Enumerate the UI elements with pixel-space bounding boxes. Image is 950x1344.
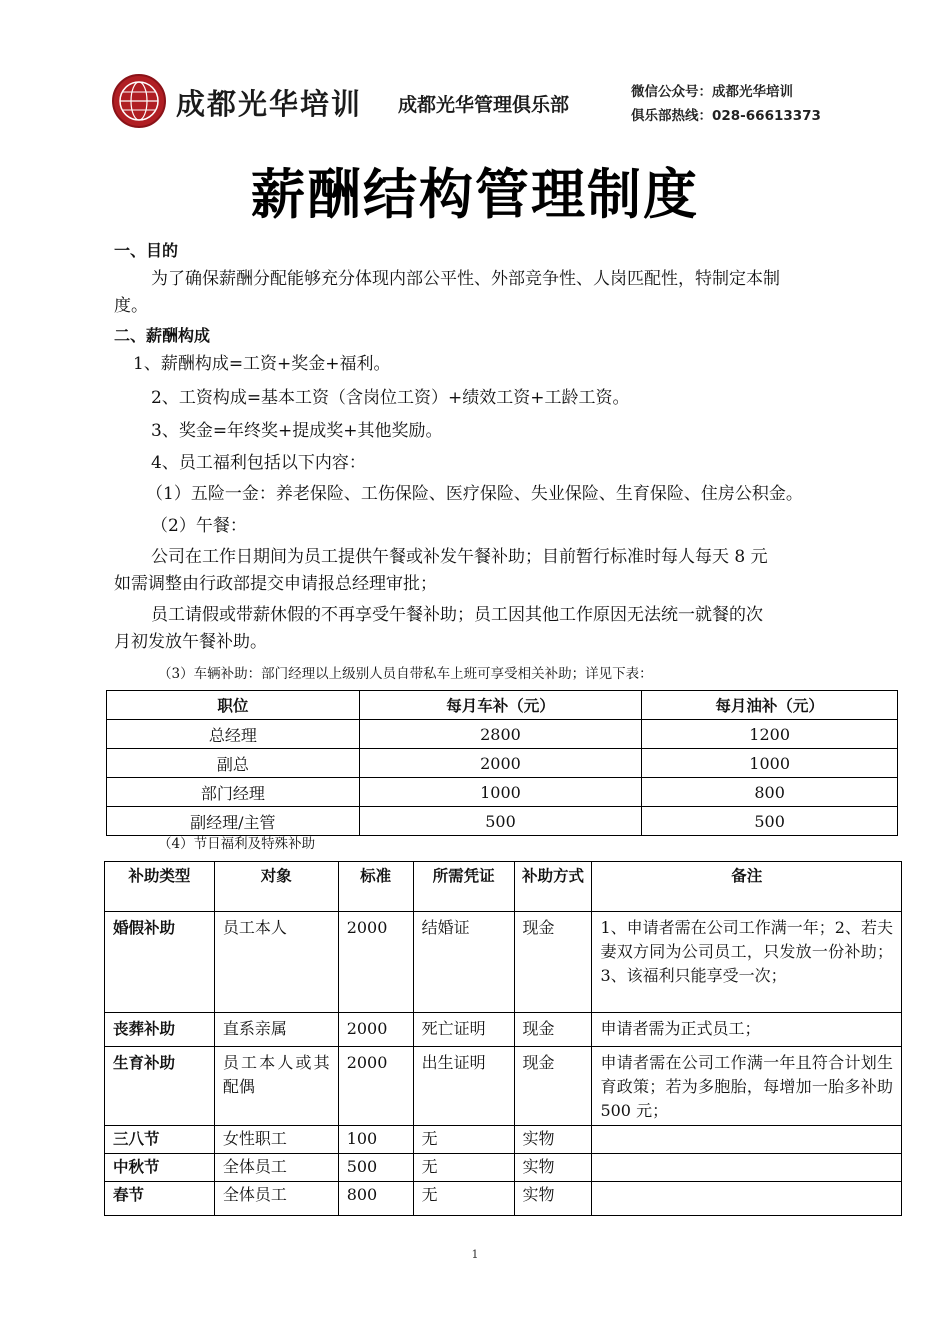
cell-car: 1000 xyxy=(359,778,642,807)
item-4: 4、员工福利包括以下内容： xyxy=(151,453,366,473)
table-row xyxy=(105,912,902,1013)
cell-car: 2000 xyxy=(359,749,642,778)
cell-certificate: 无 xyxy=(413,1126,514,1154)
lunch-text-1a: 公司在工作日期间为员工提供午餐或补发午餐补助；目前暂行标准时每人每天 8 元 xyxy=(151,547,768,567)
header-position: 职位 xyxy=(107,691,360,720)
cell-remarks xyxy=(592,1126,902,1154)
header-certificate: 所需凭证 xyxy=(413,862,514,912)
header-car-subsidy: 每月车补（元） xyxy=(359,691,642,720)
cell-remarks: 1、申请者需在公司工作满一年；2、若夫妻双方同为公司员工，只发放一份补助；3、该福利只能享受一次； xyxy=(592,912,902,1013)
club-hotline: 俱乐部热线：028-66613373 xyxy=(631,108,821,124)
cell-type: 生育补助 xyxy=(105,1047,215,1126)
cell-standard: 500 xyxy=(338,1154,413,1182)
cell-remarks: 申请者需在公司工作满一年且符合计划生育政策；若为多胞胎，每增加一胎多补助 500 元； xyxy=(592,1047,902,1126)
table-row xyxy=(107,720,898,749)
item-2: 2、工资构成=基本工资（含岗位工资）+绩效工资+工龄工资。 xyxy=(151,388,630,408)
cell-method: 现金 xyxy=(514,1047,592,1126)
cell-standard: 800 xyxy=(338,1182,413,1216)
page-header xyxy=(112,70,842,130)
welfare-lunch: （2）午餐： xyxy=(151,516,247,536)
cell-fuel: 800 xyxy=(642,778,898,807)
section-2-heading: 二、薪酬构成 xyxy=(114,326,211,345)
cell-method: 实物 xyxy=(514,1126,592,1154)
table-row xyxy=(105,1126,902,1154)
cell-target: 员工本人或其配偶 xyxy=(214,1047,338,1126)
cell-position: 副经理/主管 xyxy=(107,807,360,836)
brand-name: 成都光华培训 xyxy=(176,87,363,121)
brand-logo-icon xyxy=(112,74,166,128)
header-standard: 标准 xyxy=(338,862,413,912)
special-subsidy-table xyxy=(104,861,902,1216)
table-header-row xyxy=(105,862,902,912)
cell-standard: 2000 xyxy=(338,1013,413,1047)
cell-target: 全体员工 xyxy=(214,1154,338,1182)
cell-method: 现金 xyxy=(514,912,592,1013)
cell-type: 中秋节 xyxy=(105,1154,215,1182)
table-row xyxy=(105,1182,902,1216)
cell-standard: 2000 xyxy=(338,912,413,1013)
cell-car: 500 xyxy=(359,807,642,836)
lunch-text-2b: 月初发放午餐补助。 xyxy=(114,632,267,652)
lunch-text-1b: 如需调整由行政部提交申请报总经理审批； xyxy=(114,574,437,594)
vehicle-note: （3）车辆补助：部门经理以上级别人员自带私车上班可享受相关补助；详见下表： xyxy=(158,666,653,682)
table-row xyxy=(107,807,898,836)
item-1: 1、薪酬构成=工资+奖金+福利。 xyxy=(133,354,391,374)
table-row xyxy=(105,1013,902,1047)
cell-target: 女性职工 xyxy=(214,1126,338,1154)
cell-target: 员工本人 xyxy=(214,912,338,1013)
cell-type: 丧葬补助 xyxy=(105,1013,215,1047)
cell-standard: 100 xyxy=(338,1126,413,1154)
cell-method: 现金 xyxy=(514,1013,592,1047)
header-target: 对象 xyxy=(214,862,338,912)
cell-fuel: 1000 xyxy=(642,749,898,778)
item-3: 3、奖金=年终奖+提成奖+其他奖励。 xyxy=(151,421,443,441)
cell-method: 实物 xyxy=(514,1154,592,1182)
cell-fuel: 1200 xyxy=(642,720,898,749)
cell-certificate: 死亡证明 xyxy=(413,1013,514,1047)
table-row xyxy=(107,749,898,778)
purpose-text-line-1: 为了确保薪酬分配能够充分体现内部公平性、外部竞争性、人岗匹配性，特制定本制 xyxy=(151,269,780,289)
cell-standard: 2000 xyxy=(338,1047,413,1126)
table-row xyxy=(105,1047,902,1126)
header-remarks: 备注 xyxy=(592,862,902,912)
cell-fuel: 500 xyxy=(642,807,898,836)
page-number: 1 xyxy=(471,1248,479,1261)
cell-remarks: 申请者需为正式员工； xyxy=(592,1013,902,1047)
cell-certificate: 出生证明 xyxy=(413,1047,514,1126)
cell-target: 直系亲属 xyxy=(214,1013,338,1047)
welfare-insurance: （1）五险一金：养老保险、工伤保险、医疗保险、失业保险、生育保险、住房公积金。 xyxy=(146,484,803,504)
wechat-account: 微信公众号：成都光华培训 xyxy=(631,84,793,100)
cell-certificate: 无 xyxy=(413,1154,514,1182)
cell-car: 2800 xyxy=(359,720,642,749)
cell-certificate: 无 xyxy=(413,1182,514,1216)
cell-type: 婚假补助 xyxy=(105,912,215,1013)
header-method: 补助方式 xyxy=(514,862,592,912)
vehicle-subsidy-table xyxy=(106,690,898,836)
purpose-text-line-2: 度。 xyxy=(114,296,148,316)
header-type: 补助类型 xyxy=(105,862,215,912)
cell-position: 部门经理 xyxy=(107,778,360,807)
table-header-row xyxy=(107,691,898,720)
cell-certificate: 结婚证 xyxy=(413,912,514,1013)
cell-type: 春节 xyxy=(105,1182,215,1216)
cell-type: 三八节 xyxy=(105,1126,215,1154)
cell-remarks xyxy=(592,1182,902,1216)
document-title: 薪酬结构管理制度 xyxy=(251,163,699,226)
table-row xyxy=(107,778,898,807)
lunch-text-2a: 员工请假或带薪休假的不再享受午餐补助；员工因其他工作原因无法统一就餐的次 xyxy=(151,605,763,625)
club-name: 成都光华管理俱乐部 xyxy=(398,94,570,116)
cell-position: 副总 xyxy=(107,749,360,778)
header-fuel-subsidy: 每月油补（元） xyxy=(642,691,898,720)
section-1-heading: 一、目的 xyxy=(114,241,179,260)
cell-target: 全体员工 xyxy=(214,1182,338,1216)
cell-method: 实物 xyxy=(514,1182,592,1216)
festival-note: （4）节日福利及特殊补助 xyxy=(158,836,316,852)
table-row xyxy=(105,1154,902,1182)
cell-remarks xyxy=(592,1154,902,1182)
cell-position: 总经理 xyxy=(107,720,360,749)
